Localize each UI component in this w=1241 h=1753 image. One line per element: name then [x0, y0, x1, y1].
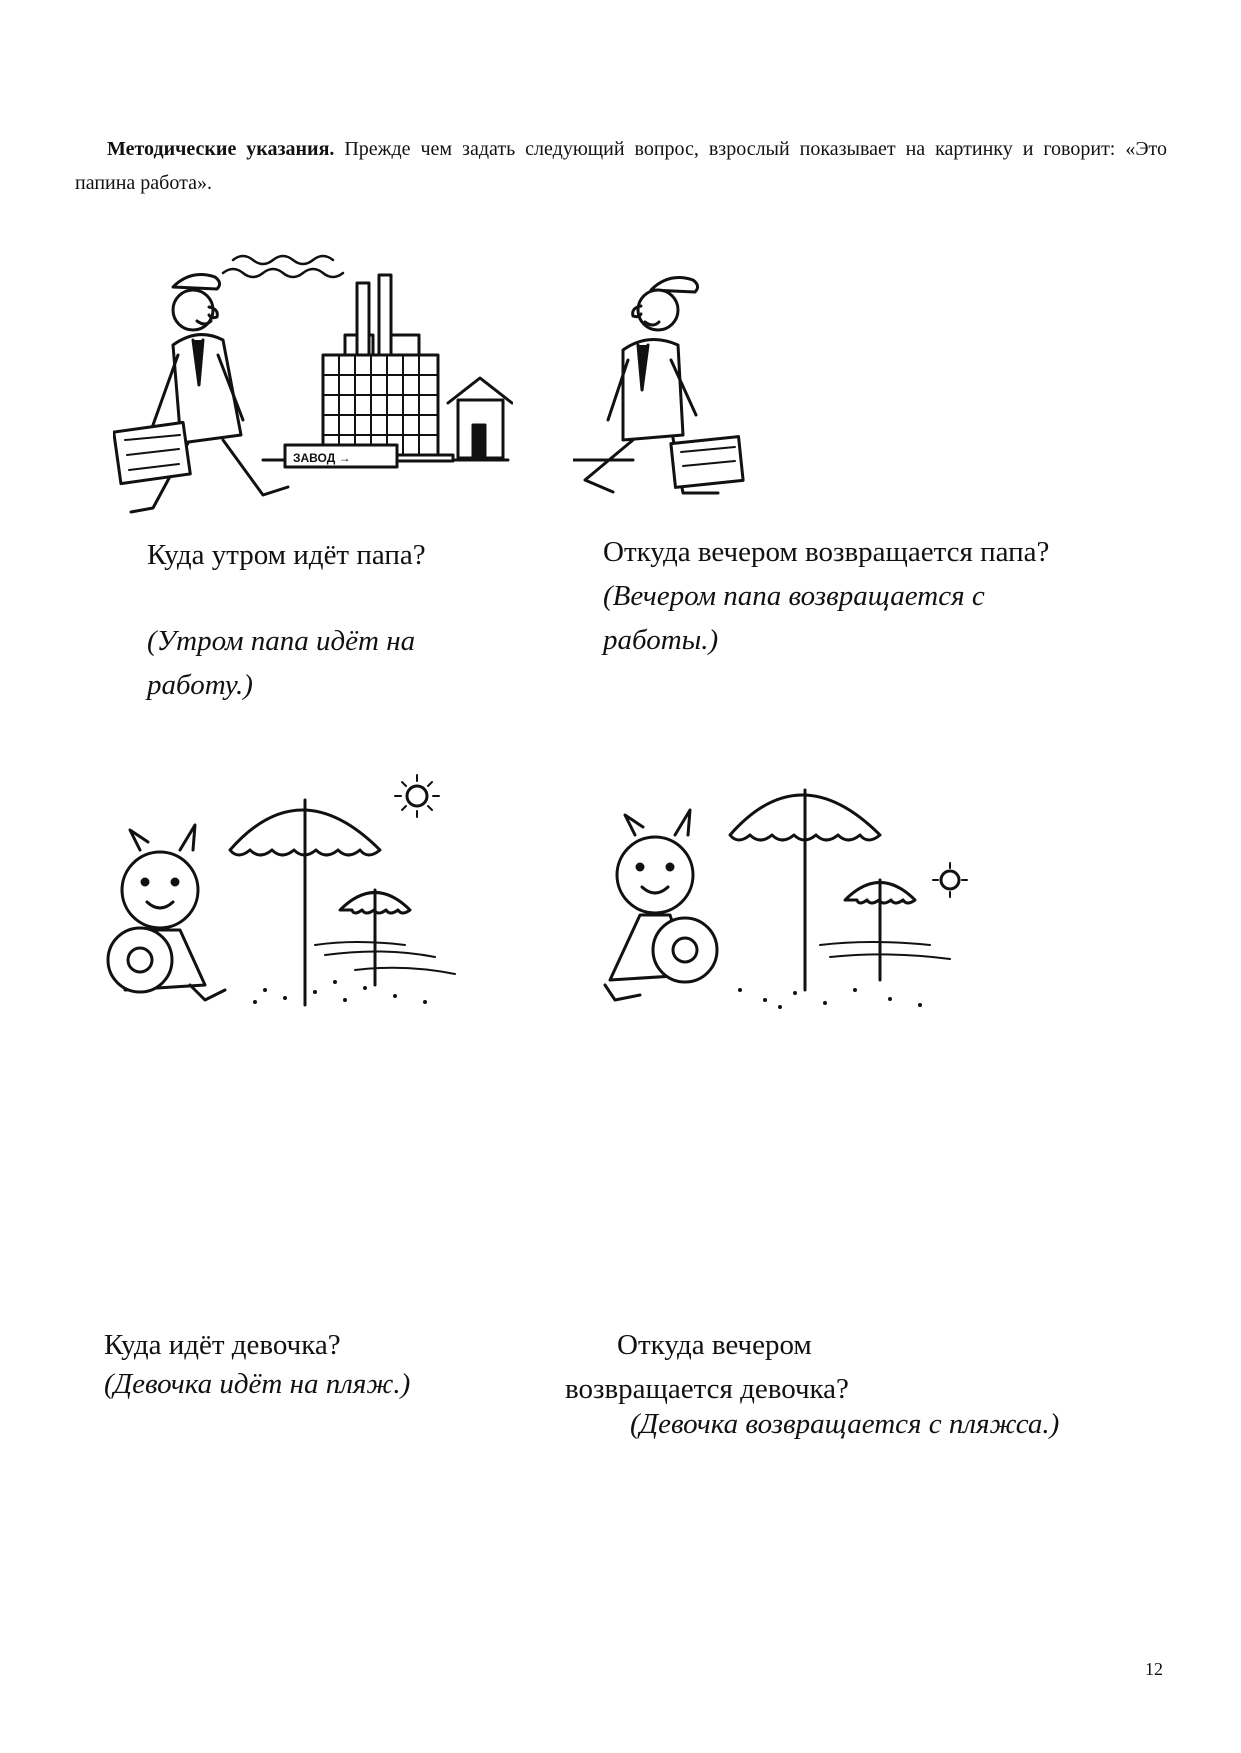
- factory-sign: ЗАВОД →: [293, 451, 351, 465]
- answer-1: (Утром папа идёт на работу.): [147, 625, 416, 701]
- instructions-text: Прежде чем задать следующий вопрос, взрослый показывает на картинку и говорит: «Это папина работа».: [75, 138, 1167, 194]
- girl-to-beach-picture: [105, 770, 530, 1010]
- question-4: Откуда вечером возвращается девочка?: [565, 1329, 849, 1405]
- father-to-factory-picture: [113, 215, 513, 530]
- page-number: 12: [1145, 1659, 1163, 1679]
- father-returning-picture: [573, 270, 773, 530]
- girl-from-beach-picture: [590, 775, 975, 1015]
- question-2: Откуда вечером возвращается папа?: [603, 536, 1050, 568]
- question-3: Куда идёт девочка?: [104, 1329, 341, 1361]
- answer-4: (Девочка возвращается с пляжса.): [630, 1408, 1060, 1440]
- question-1: Куда утром идёт папа?: [147, 539, 426, 571]
- instructions-heading: Методические указания.: [107, 138, 335, 160]
- instructions-paragraph: [75, 132, 1167, 200]
- answer-2: (Вечером папа возвращается с работы.): [603, 580, 985, 656]
- answer-3: (Девочка идёт на пляж.): [104, 1368, 411, 1400]
